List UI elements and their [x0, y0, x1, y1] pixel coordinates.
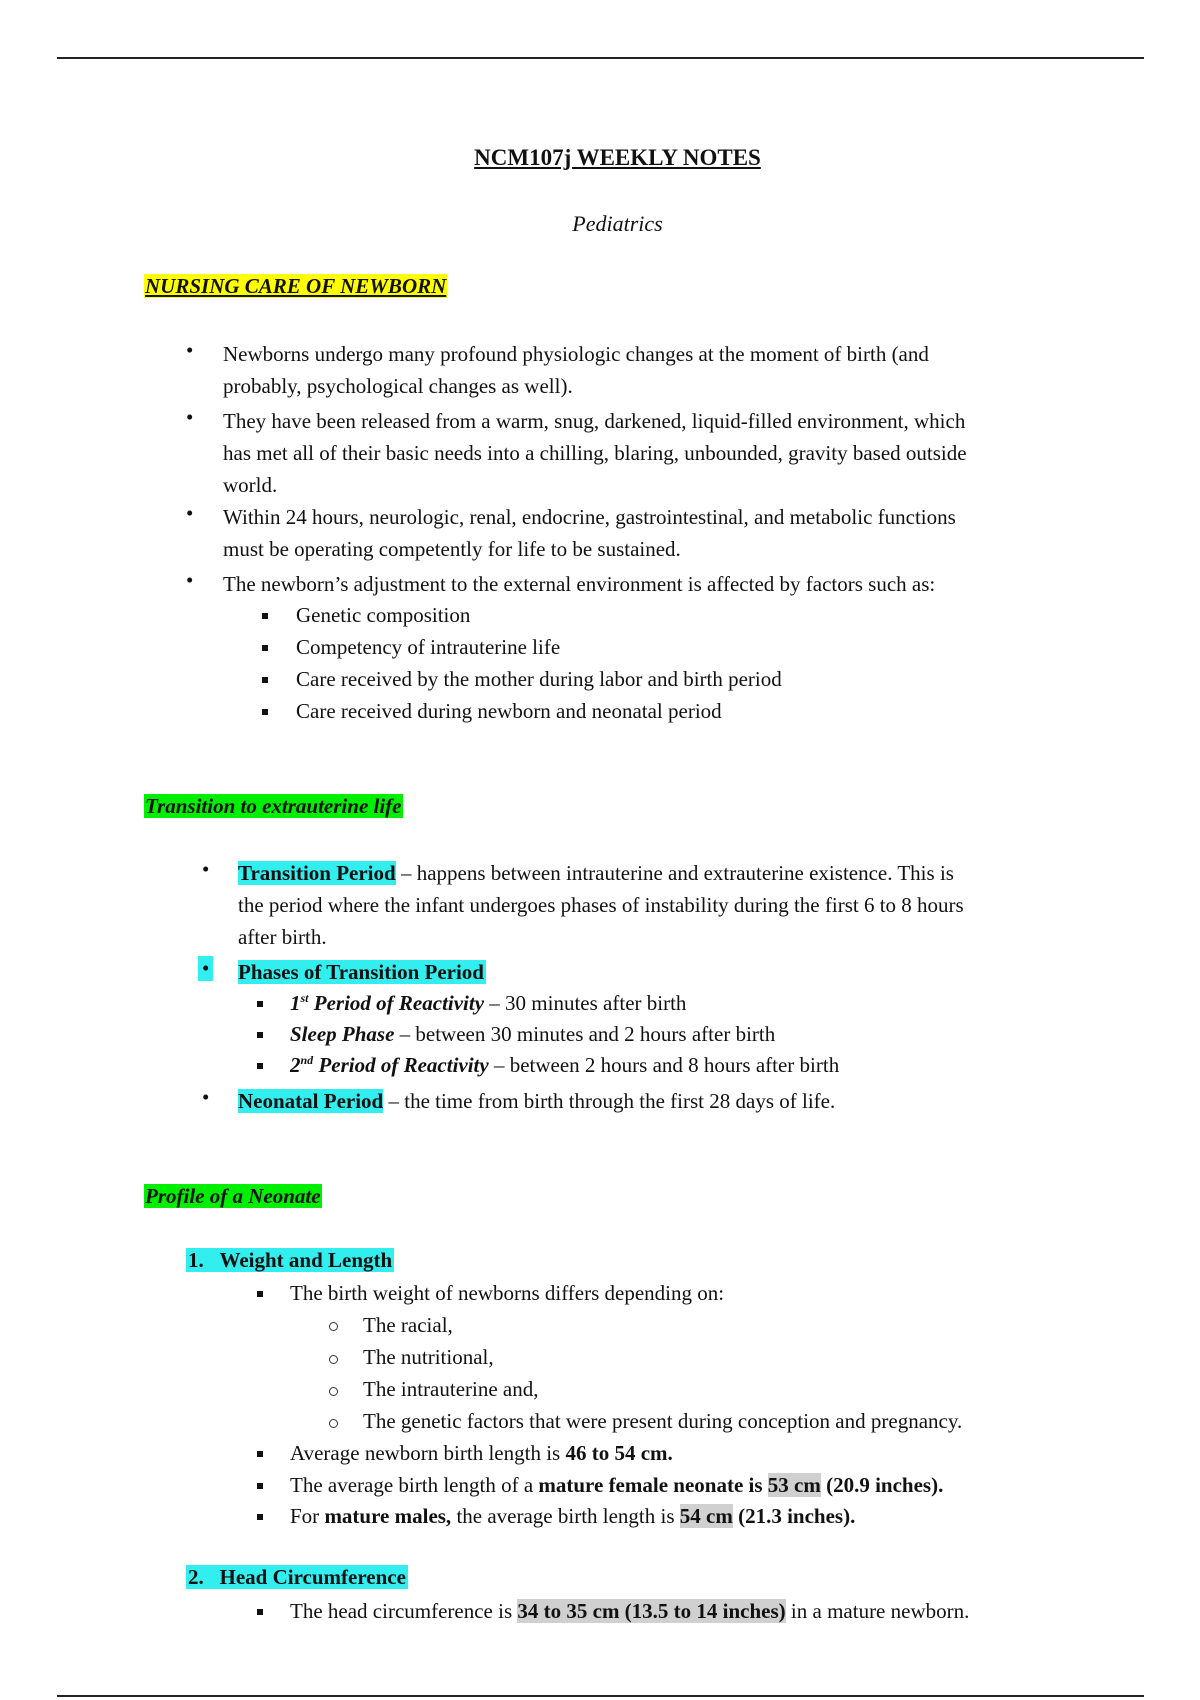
square-bullet: [262, 677, 268, 683]
list-item: The newborn’s adjustment to the external environment is affected by factors such as:: [223, 572, 936, 596]
top-rule: [57, 57, 1144, 59]
phase-item: 2nd Period of Reactivity – between 2 hours and 8 hours after birth: [290, 1053, 840, 1077]
square-bullet: [257, 1514, 263, 1520]
square-bullet: [262, 709, 268, 715]
square-bullet: [257, 1609, 263, 1615]
weight-factor: The nutritional,: [363, 1345, 494, 1369]
square-bullet: [257, 1483, 263, 1489]
numbered-heading-head: 2. Head Circumference: [188, 1565, 406, 1589]
bottom-rule: [57, 1695, 1144, 1697]
list-item: Newborns undergo many profound physiologic changes at the moment of birth (and probably, psychological changes as well).: [223, 342, 929, 398]
length-male: For mature males, the average birth length is 54 cm (21.3 inches).: [290, 1504, 856, 1528]
factor-item: Care received during newborn and neonatal period: [296, 699, 722, 723]
square-bullet: [262, 613, 268, 619]
bullet-dot: •: [198, 956, 213, 981]
head-circumference-item: The head circumference is 34 to 35 cm (13.5 to 14 inches) in a mature newborn.: [290, 1599, 970, 1623]
circle-bullet: [329, 1322, 338, 1331]
length-average: Average newborn birth length is 46 to 54 cm.: [290, 1441, 673, 1465]
transition-period-item: Transition Period – happens between intrauterine and extrauterine existence. This is the period where the infant undergoes phases of instability during the first 6 to 8 hours after birth.: [238, 861, 964, 949]
square-bullet: [257, 1451, 263, 1457]
square-bullet: [257, 1032, 263, 1038]
bullet-dot: •: [202, 1085, 210, 1109]
weight-intro: The birth weight of newborns differs depending on:: [290, 1281, 725, 1305]
phase-item: 1st Period of Reactivity – 30 minutes after birth: [290, 991, 687, 1015]
neonatal-period-item: Neonatal Period – the time from birth through the first 28 days of life.: [238, 1089, 836, 1113]
bullet-dot: •: [202, 857, 210, 881]
numbered-heading-weight: 1. Weight and Length: [188, 1248, 393, 1272]
factor-item: Competency of intrauterine life: [296, 635, 561, 659]
square-bullet: [257, 1063, 263, 1069]
document-subtitle: Pediatrics: [572, 211, 663, 236]
section-heading-nursing-care: NURSING CARE OF NEWBORN: [145, 274, 447, 298]
bullet-dot: •: [186, 338, 194, 362]
phase-item: Sleep Phase – between 30 minutes and 2 hours after birth: [290, 1022, 776, 1046]
circle-bullet: [329, 1355, 338, 1364]
square-bullet: [262, 645, 268, 651]
section-heading-profile: Profile of a Neonate: [145, 1184, 321, 1208]
weight-factor: The intrauterine and,: [363, 1377, 539, 1401]
square-bullet: [257, 1001, 263, 1007]
section-heading-transition: Transition to extrauterine life: [145, 794, 402, 818]
phases-heading: Phases of Transition Period: [238, 960, 484, 984]
weight-factor: The genetic factors that were present during conception and pregnancy.: [363, 1409, 963, 1433]
bullet-dot: •: [186, 405, 194, 429]
bullet-dot: •: [186, 501, 194, 525]
list-item: Within 24 hours, neurologic, renal, endocrine, gastrointestinal, and metabolic functions must be operating competently for life to be sustained.: [223, 505, 956, 561]
length-female: The average birth length of a mature female neonate is 53 cm (20.9 inches).: [290, 1473, 944, 1497]
list-item: They have been released from a warm, snug, darkened, liquid-filled environment, which has met all of their basic needs into a chilling, blaring, unbounded, gravity based outside world.: [223, 409, 967, 497]
square-bullet: [257, 1291, 263, 1297]
factor-item: Care received by the mother during labor and birth period: [296, 667, 782, 691]
document-title: NCM107j WEEKLY NOTES: [474, 145, 761, 170]
circle-bullet: [329, 1387, 338, 1396]
weight-factor: The racial,: [363, 1313, 453, 1337]
factor-item: Genetic composition: [296, 603, 471, 627]
circle-bullet: [329, 1419, 338, 1428]
bullet-dot: •: [186, 568, 194, 592]
